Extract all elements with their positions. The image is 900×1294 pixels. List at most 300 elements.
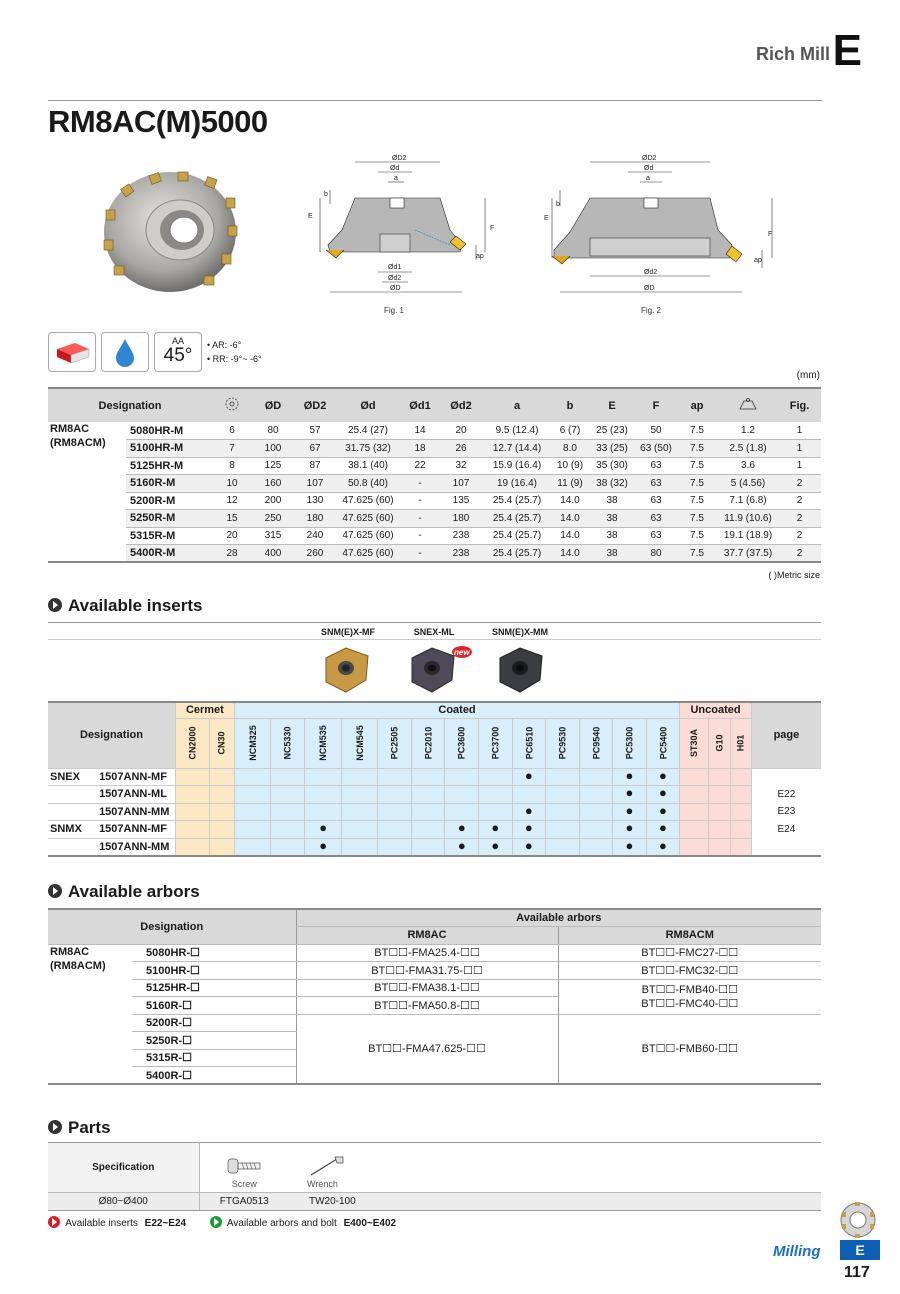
spec-cell: 14.0 [552, 492, 588, 510]
insert-label-mm: SNM(E)X-MM [492, 627, 548, 637]
wrench-icon [307, 1153, 347, 1179]
grade-cell [175, 838, 209, 856]
spec-cell: 38 [588, 545, 636, 563]
spec-cell: 19.1 (18.9) [718, 527, 778, 545]
arbor-rm8ac: BT☐☐-FMA38.1-☐☐ [296, 979, 558, 997]
grade-cell [234, 821, 271, 839]
insert-group [48, 803, 93, 821]
spec-cell: 50 [636, 422, 676, 440]
col-ap: ap [676, 388, 718, 422]
availability-dot: ● [625, 837, 634, 853]
grade-cell [579, 821, 613, 839]
grade-cell [209, 838, 234, 856]
insert-label-mf: SNM(E)X-MF [321, 627, 375, 637]
grade-cell [512, 768, 546, 786]
grade-cell [445, 786, 479, 804]
col-teeth-icon [212, 388, 252, 422]
fig2-label-E: E [544, 215, 549, 222]
spec-cell: 47.625 (60) [336, 527, 400, 545]
fig2-label-a: a [646, 175, 650, 182]
insert-ml-image [412, 648, 454, 692]
spec-cell: 2.5 (1.8) [718, 440, 778, 458]
approach-angle-box [154, 332, 202, 372]
spec-designation: 5160R-M [126, 475, 212, 493]
grade-cell [730, 821, 751, 839]
availability-dot: ● [625, 785, 634, 801]
fig2-label-D: ØD [644, 285, 655, 292]
grade-cell [546, 838, 580, 856]
insert-mm-image [500, 648, 542, 692]
grade-cell [305, 838, 342, 856]
header-divider [48, 100, 822, 101]
metric-size-note: ( )Metric size [768, 570, 820, 580]
spec-cell: 2 [778, 527, 821, 545]
grade-cell [613, 786, 647, 804]
new-badge [452, 646, 472, 658]
inserts-divider-2 [48, 639, 821, 640]
fig2-label-D2: ØD2 [642, 155, 657, 162]
arbors-link-icon [210, 1216, 222, 1228]
parts-col-screw: Screw [199, 1143, 289, 1193]
col-b: b [552, 388, 588, 422]
spec-row [48, 440, 821, 458]
arbor-designation: 5400R-☐ [132, 1067, 296, 1085]
grade-cell [579, 838, 613, 856]
spec-cell: 125 [252, 457, 294, 475]
fig1-label-a: a [394, 175, 398, 182]
spec-cell: 33 (25) [588, 440, 636, 458]
spec-cell: 47.625 (60) [336, 492, 400, 510]
grade-header: NC5330 [271, 718, 305, 768]
fig1-label-b: b [324, 191, 328, 198]
spec-cell: 80 [252, 422, 294, 440]
grade-cell [709, 768, 730, 786]
grade-cell [479, 838, 513, 856]
spec-cell: 7.5 [676, 545, 718, 563]
spec-cell: 14.0 [552, 545, 588, 563]
grade-cell [378, 821, 412, 839]
insert-page: E23 [777, 806, 796, 818]
spec-cell: 238 [440, 527, 482, 545]
arbor-designation: 5080HR-☐ [132, 944, 296, 962]
figure-2-drawing [540, 150, 780, 300]
grade-cell [646, 786, 680, 804]
spec-cell: 240 [294, 527, 336, 545]
spec-cell: 250 [252, 510, 294, 528]
grade-cell [175, 803, 209, 821]
grade-cell [378, 786, 412, 804]
spec-cell: 1 [778, 440, 821, 458]
spec-cell: 47.625 (60) [336, 545, 400, 563]
spec-cell: 2 [778, 510, 821, 528]
grade-header: PC9540 [579, 718, 613, 768]
insert-page [751, 768, 821, 786]
grade-cell [680, 838, 709, 856]
spec-designation: 5200R-M [126, 492, 212, 510]
insert-page: E24 [777, 823, 796, 835]
spec-cell: 25.4 (25.7) [482, 545, 552, 563]
fig1-label-E: E [308, 213, 313, 220]
spec-cell: 80 [636, 545, 676, 563]
arbor-rm8acm: BT☐☐-FMB60-☐☐ [558, 1014, 821, 1084]
spec-cell: 12 [212, 492, 252, 510]
angle-value: 45° [163, 345, 193, 366]
grade-cell [479, 768, 513, 786]
grade-cell [378, 768, 412, 786]
grade-cell [305, 768, 342, 786]
parts-col-wrench: Wrench [289, 1143, 821, 1193]
grade-cell [546, 786, 580, 804]
col-d: Ød [336, 388, 400, 422]
figure-2-caption: Fig. 2 [641, 306, 662, 315]
spec-cell: 63 [636, 492, 676, 510]
spec-row [48, 545, 821, 563]
grade-cell [411, 821, 445, 839]
grade-cell [341, 768, 378, 786]
spec-cell: 180 [440, 510, 482, 528]
insert-group: SNMX [48, 821, 93, 839]
grade-header: PC5400 [646, 718, 680, 768]
spec-cell: 1.2 [718, 422, 778, 440]
parts-col-specification: Specification [48, 1143, 199, 1193]
grade-cell [680, 821, 709, 839]
spec-cell: 63 [636, 457, 676, 475]
arbor-rm8acm: BT☐☐-FMB40-☐☐ BT☐☐-FMC40-☐☐ [558, 979, 821, 1014]
spec-cell: 7 [212, 440, 252, 458]
spec-cell: 7.1 (6.8) [718, 492, 778, 510]
grade-cell [271, 821, 305, 839]
spec-cell: 57 [294, 422, 336, 440]
fig1-label-d2: Ød2 [388, 275, 402, 282]
grade-cell [646, 838, 680, 856]
spec-cell: - [400, 475, 440, 493]
axial-rake-note: • AR: -6° [207, 340, 242, 350]
fig2-label-d2: Ød2 [644, 269, 658, 276]
arbor-designation: 5160R-☐ [132, 997, 296, 1015]
spec-cell: 7.5 [676, 527, 718, 545]
grade-header: PC2505 [378, 718, 412, 768]
arbors-col-header: Available arbors [296, 909, 821, 927]
grade-cell [209, 803, 234, 821]
spec-cell: 6 [212, 422, 252, 440]
arbor-rm8ac: BT☐☐-FMA50.8-☐☐ [296, 997, 558, 1015]
category-label: Milling [773, 1243, 821, 1260]
spec-row [48, 527, 821, 545]
grade-cell [613, 821, 647, 839]
grade-cell [646, 768, 680, 786]
spec-cell: 25.4 (27) [336, 422, 400, 440]
arbor-designation: 5250R-☐ [132, 1032, 296, 1050]
category-letter: E [840, 1240, 880, 1260]
grade-cell [271, 803, 305, 821]
spec-cell: 25.4 (25.7) [482, 527, 552, 545]
grade-header: PC9530 [546, 718, 580, 768]
spec-cell: 130 [294, 492, 336, 510]
grade-cell [579, 786, 613, 804]
spec-cell: 7.5 [676, 510, 718, 528]
spec-cell: 7.5 [676, 440, 718, 458]
arbor-rm8acm: BT☐☐-FMC32-☐☐ [558, 962, 821, 980]
spec-cell: 63 [636, 475, 676, 493]
arbors-section-title: Available arbors [48, 882, 200, 902]
grade-cell [730, 838, 751, 856]
insert-group [48, 838, 93, 856]
grade-cell [479, 803, 513, 821]
availability-dot: ● [319, 837, 328, 853]
spec-cell: 8 [212, 457, 252, 475]
arbors-col-designation: Designation [48, 909, 296, 944]
grade-cell [234, 838, 271, 856]
spec-cell: 107 [294, 475, 336, 493]
insert-page [751, 838, 821, 856]
grade-cell [341, 786, 378, 804]
inserts-col-page: page [751, 702, 821, 768]
availability-dot: ● [659, 767, 667, 783]
grade-header: NCM535 [305, 718, 342, 768]
radial-rake-note: • RR: -9°~ -6° [207, 354, 262, 364]
spec-row [48, 492, 821, 510]
grade-cell [479, 786, 513, 804]
section-title: Rich Mill [755, 44, 830, 64]
grade-cell [175, 786, 209, 804]
grade-header: NCM325 [234, 718, 271, 768]
grade-cell [730, 803, 751, 821]
grade-header: H01 [730, 718, 751, 768]
spec-cell: 26 [440, 440, 482, 458]
grade-cell [341, 821, 378, 839]
arbor-rm8ac: BT☐☐-FMA25.4-☐☐ [296, 944, 558, 962]
insert-row [48, 786, 821, 804]
footer-links [48, 1216, 396, 1229]
grade-cell [646, 803, 680, 821]
spec-cell: 38 [588, 527, 636, 545]
grade-cell [209, 786, 234, 804]
spec-cell: 63 [636, 510, 676, 528]
grade-cell [613, 838, 647, 856]
grade-cell [378, 803, 412, 821]
spec-cell: 18 [400, 440, 440, 458]
specification-table [48, 387, 821, 563]
grade-cell [680, 786, 709, 804]
spec-cell: 22 [400, 457, 440, 475]
spec-cell: 25.4 (25.7) [482, 510, 552, 528]
availability-dot: ● [457, 820, 466, 836]
spec-cell: 12.7 (14.4) [482, 440, 552, 458]
spec-designation: 5125HR-M [126, 457, 212, 475]
arbors-group: RM8AC (RM8ACM) [48, 944, 132, 1084]
spec-group: RM8AC (RM8ACM) [48, 422, 126, 562]
grade-cell [175, 821, 209, 839]
spec-cell: 135 [440, 492, 482, 510]
figure-1-caption: Fig. 1 [384, 306, 405, 315]
col-F: F [636, 388, 676, 422]
arbor-rm8ac: BT☐☐-FMA47.625-☐☐ [296, 1014, 558, 1084]
spec-designation: 5400R-M [126, 545, 212, 563]
col-fig: Fig. [778, 388, 821, 422]
spec-cell: 7.5 [676, 422, 718, 440]
grade-cell [271, 786, 305, 804]
parts-screw-code: FTGA0513 [199, 1193, 289, 1211]
grade-cell [209, 768, 234, 786]
spec-designation: 5315R-M [126, 527, 212, 545]
spec-cell: 87 [294, 457, 336, 475]
arbors-col-rm8ac: RM8AC [296, 927, 558, 945]
availability-dot: ● [625, 767, 634, 783]
parts-range: Ø80~Ø400 [48, 1193, 199, 1211]
cutter-thumbnail [838, 1200, 878, 1240]
parts-section-title: Parts [48, 1118, 111, 1138]
col-E: E [588, 388, 636, 422]
group-coated: Coated [234, 702, 679, 718]
inserts-link-ref[interactable]: E22~E24 [144, 1218, 187, 1229]
arbor-rm8acm: BT☐☐-FMC27-☐☐ [558, 944, 821, 962]
inserts-col-designation: Designation [48, 702, 175, 768]
grade-cell [709, 838, 730, 856]
screw-icon [224, 1153, 264, 1179]
grade-cell [613, 803, 647, 821]
spec-cell: 9.5 (12.4) [482, 422, 552, 440]
availability-dot: ● [524, 802, 533, 818]
unit-label: (mm) [796, 370, 820, 381]
spec-designation: 5100HR-M [126, 440, 212, 458]
spec-row [48, 510, 821, 528]
grade-cell [411, 838, 445, 856]
spec-cell: 15 [212, 510, 252, 528]
spec-designation: 5080HR-M [126, 422, 212, 440]
spec-cell: - [400, 545, 440, 563]
fig1-label-d1: Ød1 [388, 264, 402, 271]
spec-cell: 11 (9) [552, 475, 588, 493]
inserts-link-text[interactable]: Available inserts [65, 1218, 138, 1229]
arbors-link-text[interactable]: Available arbors and bolt [226, 1218, 337, 1229]
insert-designation: 1507ANN-MM [93, 803, 175, 821]
spec-cell: 63 [636, 527, 676, 545]
spec-row [48, 457, 821, 475]
spec-cell: 2 [778, 545, 821, 563]
grade-cell [234, 786, 271, 804]
grade-header: PC3700 [479, 718, 513, 768]
col-D2: ØD2 [294, 388, 336, 422]
arbors-link-ref[interactable]: E400~E402 [343, 1218, 397, 1229]
grade-cell [305, 803, 342, 821]
spec-cell: 100 [252, 440, 294, 458]
grade-header: PC6510 [512, 718, 546, 768]
spec-cell: 31.75 (32) [336, 440, 400, 458]
grade-cell [271, 768, 305, 786]
spec-cell: 14.0 [552, 527, 588, 545]
spec-cell: 35 (30) [588, 457, 636, 475]
spec-cell: 5 (4.56) [718, 475, 778, 493]
grade-cell [411, 768, 445, 786]
spec-cell: - [400, 527, 440, 545]
insert-row [48, 803, 821, 821]
insert-designation: 1507ANN-ML [93, 786, 175, 804]
spec-row [48, 475, 821, 493]
insert-page: E22 [777, 788, 796, 800]
grade-header: ST30A [680, 718, 709, 768]
fig2-label-F: F [768, 231, 773, 238]
grade-cell [479, 821, 513, 839]
spec-cell: 15.9 (16.4) [482, 457, 552, 475]
arbor-designation: 5200R-☐ [132, 1014, 296, 1032]
spec-cell: 20 [440, 422, 482, 440]
fig1-label-ap: ap [476, 253, 484, 260]
grade-header: PC2010 [411, 718, 445, 768]
spec-cell: 10 (9) [552, 457, 588, 475]
spec-cell: - [400, 492, 440, 510]
arbor-designation: 5100HR-☐ [132, 962, 296, 980]
grade-cell [234, 768, 271, 786]
grade-cell [305, 786, 342, 804]
availability-dot: ● [659, 820, 667, 836]
grade-cell [680, 768, 709, 786]
spec-cell: 38.1 (40) [336, 457, 400, 475]
grade-cell [709, 821, 730, 839]
grade-header: PC5300 [613, 718, 647, 768]
grade-cell [512, 821, 546, 839]
spec-cell: 7.5 [676, 475, 718, 493]
insert-row [48, 838, 821, 856]
grade-cell [445, 803, 479, 821]
spec-cell: 47.625 (60) [336, 510, 400, 528]
spec-cell: 38 [588, 510, 636, 528]
grade-cell [209, 821, 234, 839]
section-arrow-icon [48, 884, 62, 898]
spec-cell: 38 [588, 492, 636, 510]
spec-cell: 20 [212, 527, 252, 545]
insert-row [48, 821, 821, 839]
grade-cell [445, 768, 479, 786]
grade-header: PC3600 [445, 718, 479, 768]
grade-cell [411, 803, 445, 821]
col-a: a [482, 388, 552, 422]
availability-dot: ● [491, 837, 500, 853]
coolant-icon [101, 332, 149, 372]
availability-dot: ● [659, 802, 667, 818]
spec-cell: 260 [294, 545, 336, 563]
grade-cell [730, 768, 751, 786]
inserts-section-title: Available inserts [48, 596, 203, 616]
availability-dot: ● [457, 837, 466, 853]
availability-dot: ● [491, 820, 500, 836]
grade-cell [579, 803, 613, 821]
fig1-label-D2: ØD2 [392, 155, 407, 162]
grade-header: NCM545 [341, 718, 378, 768]
spec-cell: 14 [400, 422, 440, 440]
grade-cell [646, 821, 680, 839]
grade-cell [411, 786, 445, 804]
grade-header: CN30 [209, 718, 234, 768]
grade-cell [341, 838, 378, 856]
spec-cell: 50.8 (40) [336, 475, 400, 493]
spec-cell: 6 (7) [552, 422, 588, 440]
availability-dot: ● [659, 785, 667, 801]
insert-images [318, 644, 578, 696]
grade-cell [234, 803, 271, 821]
grade-cell [613, 768, 647, 786]
spec-cell: 180 [294, 510, 336, 528]
spec-designation: 5250R-M [126, 510, 212, 528]
svg-text:new: new [454, 648, 470, 657]
workpiece-icon [48, 332, 96, 372]
section-letter: E [832, 26, 862, 75]
spec-cell: 28 [212, 545, 252, 563]
spec-cell: 25 (23) [588, 422, 636, 440]
group-uncoated: Uncoated [680, 702, 752, 718]
col-d1: Ød1 [400, 388, 440, 422]
availability-dot: ● [319, 820, 328, 836]
spec-cell: 7.5 [676, 457, 718, 475]
